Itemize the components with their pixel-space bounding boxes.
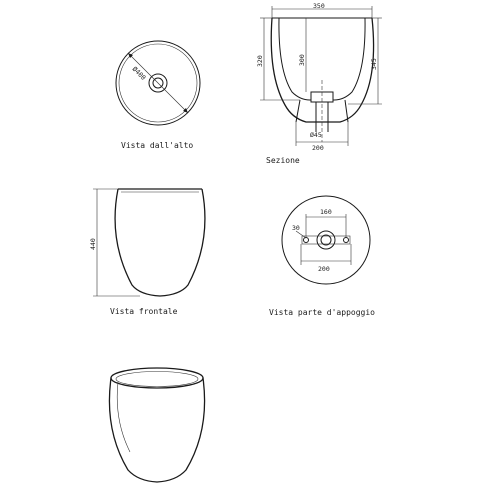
section-dim-base-width: 200 (312, 144, 324, 152)
front-view-caption: Vista frontale (110, 307, 178, 316)
top-view (116, 41, 200, 150)
perspective-inner-shadow (117, 382, 130, 452)
bottom-view-drain-inner (321, 235, 331, 245)
bottom-dim-30-leader (296, 231, 306, 238)
section-dim-total-height: 345 (370, 58, 378, 70)
bottom-view-hole-left (304, 238, 309, 243)
section-dim-drain: Ø45 (310, 131, 322, 139)
section-dim-inner-depth: 300 (298, 54, 306, 66)
section-dim-outer-height: 320 (256, 55, 264, 67)
top-view-diameter-label: Ø400 (130, 65, 148, 82)
section-dim-top-width: 350 (313, 2, 325, 10)
bottom-view-caption: Vista parte d'appoggio (269, 308, 375, 317)
bottom-dim-small: 30 (292, 224, 300, 232)
section-caption: Sezione (266, 156, 300, 165)
front-dim-height: 440 (89, 238, 97, 250)
bottom-view-hole-right (344, 238, 349, 243)
front-view (89, 189, 205, 316)
perspective-rim-inner (116, 372, 198, 387)
bottom-view-drain-outer (317, 231, 335, 249)
section-outer-shell (271, 18, 373, 122)
bottom-dim-base-width: 200 (318, 265, 330, 273)
front-view-outline (115, 189, 205, 296)
section-view (256, 2, 382, 165)
perspective-view (109, 368, 204, 482)
bottom-dim-holes-spacing: 160 (320, 208, 332, 216)
top-view-diameter-line (128, 53, 188, 113)
bottom-view-bracket (302, 236, 350, 244)
perspective-rim-outer (111, 368, 203, 388)
top-view-caption: Vista dall'alto (121, 141, 194, 150)
bottom-view (269, 196, 375, 317)
perspective-body (109, 378, 204, 482)
